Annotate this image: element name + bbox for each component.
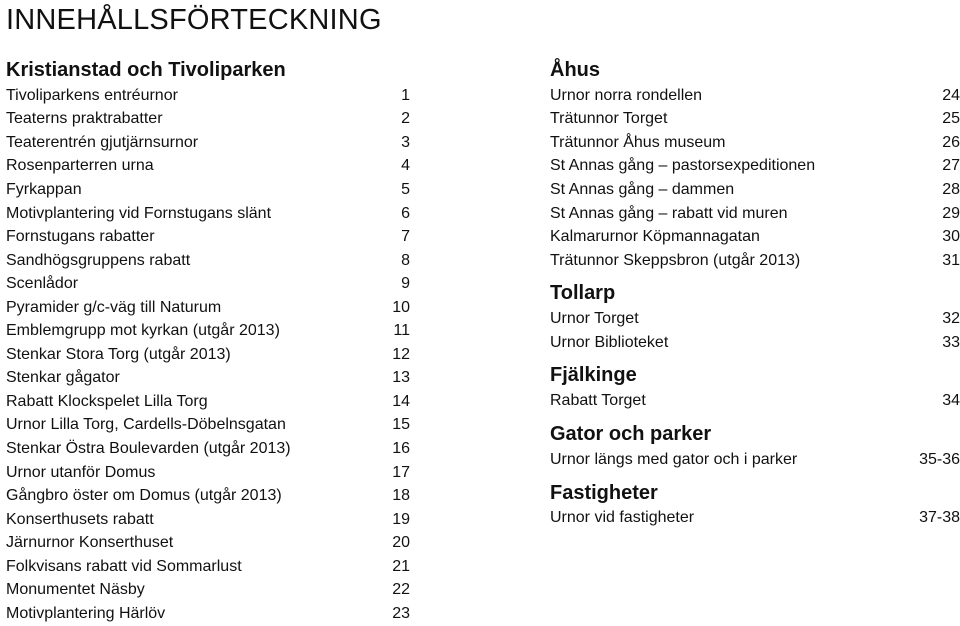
toc-entry-label: St Annas gång – rabatt vid muren: [550, 204, 788, 222]
toc-entry-label: Stenkar Stora Torg (utgår 2013): [6, 345, 231, 363]
toc-entry: [550, 307, 960, 331]
toc-entry-label: Trätunnor Åhus museum: [550, 133, 726, 151]
toc-section: [550, 56, 960, 272]
toc-entry-label: Motivplantering Härlöv: [6, 604, 166, 622]
toc-entry: [6, 367, 410, 391]
toc-entry: [6, 84, 410, 108]
toc-entry: [6, 508, 410, 532]
toc-entry-label: Konserthusets rabatt: [6, 510, 154, 528]
toc-entry-page: 12: [392, 345, 410, 363]
toc-entry-label: Teaterentrén gjutjärnsurnor: [6, 133, 199, 151]
toc-entry-page: 4: [401, 157, 410, 175]
toc-entry-page: 17: [392, 463, 410, 481]
toc-entry-label: Emblemgrupp mot kyrkan (utgår 2013): [6, 322, 280, 340]
toc-entry-page: 16: [392, 439, 410, 457]
toc-entry: [550, 249, 960, 273]
toc-entry: [550, 225, 960, 249]
toc-entry: [6, 202, 410, 226]
toc-entry-page: 14: [392, 392, 410, 410]
toc-entry-page: 31: [942, 251, 960, 269]
toc-entry: [550, 331, 960, 355]
toc-entry-page: 18: [392, 487, 410, 505]
toc-entry: [550, 84, 960, 108]
toc-entry: [6, 343, 410, 367]
toc-entry-page: 35-36: [919, 450, 960, 468]
toc-entry-label: Rabatt Klockspelet Lilla Torg: [6, 392, 208, 410]
toc-entry-label: Urnor längs med gator och i parker: [550, 450, 798, 468]
toc-entry-page: 21: [392, 557, 410, 575]
toc-entry-page: 2: [401, 110, 410, 128]
toc-entry-label: Trätunnor Skeppsbron (utgår 2013): [550, 251, 801, 269]
toc-entry: [6, 272, 410, 296]
toc-entry-label: Rosenparterren urna: [6, 157, 154, 175]
toc-entry: [6, 178, 410, 202]
toc-section: [550, 279, 960, 354]
toc-entry-page: 30: [942, 228, 960, 246]
toc-entry: [6, 461, 410, 485]
toc-entry-page: 10: [392, 298, 410, 316]
toc-entry: [6, 390, 410, 414]
toc-entry-label: Urnor Torget: [550, 310, 639, 328]
toc-entry-label: Stenkar Östra Boulevarden (utgår 2013): [6, 439, 291, 457]
toc-entry-page: 9: [401, 275, 410, 293]
toc-entry: [6, 531, 410, 555]
toc-entry-page: 19: [392, 510, 410, 528]
toc-entry: [6, 578, 410, 602]
toc-entry-label: Urnor utanför Domus: [6, 463, 156, 481]
toc-entry: [6, 437, 410, 461]
toc-entry-label: Motivplantering vid Fornstugans slänt: [6, 204, 272, 222]
toc-entry-page: 13: [392, 369, 410, 387]
toc-entry: [6, 225, 410, 249]
toc-section: [550, 420, 960, 472]
toc-entry-page: 25: [942, 110, 960, 128]
toc-entry-page: 33: [942, 333, 960, 351]
toc-entry: [6, 155, 410, 179]
toc-entry-label: Trätunnor Torget: [550, 110, 668, 128]
toc-entry-page: 3: [401, 133, 410, 151]
toc-entry-page: 11: [393, 322, 410, 340]
section-heading: Fastigheter: [550, 481, 658, 504]
toc-entry-label: Kalmarurnor Köpmannagatan: [550, 228, 760, 246]
toc-entry-label: Urnor vid fastigheter: [550, 509, 695, 527]
toc-entry: [550, 448, 960, 472]
toc-entry-label: Gångbro öster om Domus (utgår 2013): [6, 487, 282, 505]
toc-entry: [6, 108, 410, 132]
toc-entry-page: 28: [942, 180, 960, 198]
toc-entry-label: Urnor norra rondellen: [550, 86, 703, 104]
toc-entry-label: Rabatt Torget: [550, 392, 646, 410]
toc-entry-page: 29: [942, 204, 960, 222]
toc-entry: [550, 155, 960, 179]
toc-entry: [550, 131, 960, 155]
toc-entry: [6, 602, 410, 626]
toc-entry-page: 8: [401, 251, 410, 269]
toc-entry: [6, 249, 410, 273]
toc-entry-page: 7: [401, 228, 410, 246]
toc-entry-label: Tivoliparkens entréurnor: [6, 86, 178, 104]
toc-entry-page: 1: [401, 86, 410, 104]
toc-entry: [550, 108, 960, 132]
toc-entry-label: Teaterns praktrabatter: [6, 110, 163, 128]
toc-entry-label: Pyramider g/c-väg till Naturum: [6, 298, 222, 316]
toc-entry: [550, 507, 960, 531]
toc-entry-page: 26: [942, 133, 960, 151]
toc-entry-label: Monumentet Näsby: [6, 581, 145, 599]
toc-entry-label: Urnor Biblioteket: [550, 333, 669, 351]
toc-entry: [6, 131, 410, 155]
toc-entry: [6, 484, 410, 508]
toc-entry-page: 15: [392, 416, 410, 434]
toc-entry: [6, 414, 410, 438]
toc-entry-page: 24: [942, 86, 960, 104]
toc-entry-page: 6: [401, 204, 410, 222]
toc-entry-page: 27: [942, 157, 960, 175]
toc-entry-label: Sandhögsgruppens rabatt: [6, 251, 191, 269]
toc-entry: [6, 319, 410, 343]
toc-entry-label: St Annas gång – dammen: [550, 180, 735, 198]
toc-entry-label: Stenkar gågator: [6, 369, 120, 387]
toc-right-column: [550, 56, 960, 537]
toc-section: [550, 479, 960, 531]
toc-entry: [550, 178, 960, 202]
toc-entry-label: Fyrkappan: [6, 180, 82, 198]
toc-section: [550, 361, 960, 413]
toc-entry-label: Järnurnor Konserthuset: [6, 534, 174, 552]
page-title: INNEHÅLLSFÖRTECKNING: [6, 4, 382, 36]
section-heading: Gator och parker: [550, 423, 712, 446]
toc-entry-label: Fornstugans rabatter: [6, 228, 155, 246]
toc-entry: [6, 296, 410, 320]
toc-entry-page: 23: [392, 604, 410, 622]
toc-entry-label: St Annas gång – pastorsexpeditionen: [550, 157, 816, 175]
toc-entry: [6, 555, 410, 579]
toc-left-column: [6, 56, 410, 626]
toc-entry-label: Folkvisans rabatt vid Sommarlust: [6, 557, 242, 575]
toc-entry: [550, 389, 960, 413]
toc-entry-page: 37-38: [919, 509, 960, 527]
toc-entry-page: 22: [392, 581, 410, 599]
toc-entry: [550, 202, 960, 226]
section-heading: Åhus: [550, 59, 600, 81]
section-heading: Fjälkinge: [550, 364, 637, 387]
toc-entry-page: 20: [392, 534, 410, 552]
section-heading-kristianstad: Kristianstad och Tivoliparken: [6, 59, 286, 81]
toc-entry-label: Scenlådor: [6, 275, 79, 293]
toc-entry-page: 34: [942, 392, 960, 410]
toc-entry-label: Urnor Lilla Torg, Cardells-Döbelnsgatan: [6, 416, 286, 434]
toc-entry-page: 5: [401, 180, 410, 198]
toc-list-kristianstad: [6, 84, 410, 626]
section-heading: Tollarp: [550, 282, 616, 305]
toc-entry-page: 32: [942, 310, 960, 328]
